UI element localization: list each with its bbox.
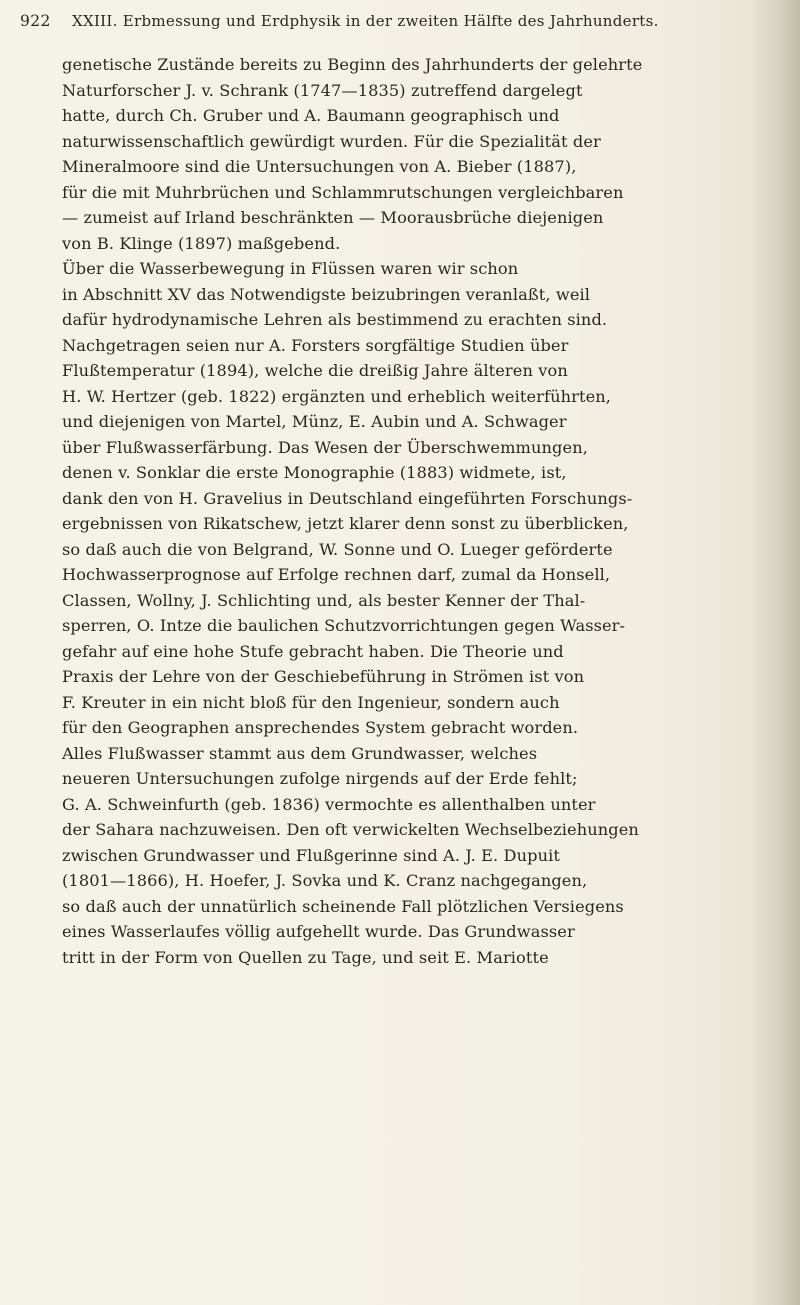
text-line: und diejenigen von Martel, Münz, E. Aubin und A. Schwager xyxy=(62,412,567,431)
text-line: der Sahara nachzuweisen. Den oft verwickelten Wechselbeziehungen xyxy=(62,820,639,839)
page-number: 922 xyxy=(20,12,51,30)
text-line: G. A. Schweinfurth (geb. 1836) vermochte es allenthalben unter xyxy=(62,794,596,814)
text-line: eines Wasserlaufes völlig aufgehellt wurde. Das Grundwasser xyxy=(62,922,575,941)
running-head xyxy=(20,12,756,42)
text-line: für die mit Muhrbrüchen und Schlammrutschungen vergleichbaren xyxy=(62,182,624,202)
text-line: neueren Untersuchungen zufolge nirgends auf der Erde fehlt; xyxy=(62,769,578,788)
text-line: naturwissenschaftlich gewürdigt wurden. Für die Spezialität der xyxy=(62,131,601,151)
text-line: für den Geographen ansprechendes System gebracht worden. xyxy=(62,718,579,737)
text-line: von B. Klinge (1897) maßgebend. xyxy=(62,233,341,253)
text-line: H. W. Hertzer (geb. 1822) ergänzten und erheblich weiterführten, xyxy=(62,386,612,406)
text-line: — zumeist auf Irland beschränkten — Moorausbrüche diejenigen xyxy=(62,208,604,227)
text-line: F. Kreuter in ein nicht bloß für den Ingenieur, sondern auch xyxy=(62,692,560,712)
text-line: genetische Zustände bereits zu Beginn des Jahrhunderts der gelehrte xyxy=(62,55,643,74)
text-line: so daß auch die von Belgrand, W. Sonne und O. Lueger geförderte xyxy=(62,539,613,559)
text-line: hatte, durch Ch. Gruber und A. Baumann geographisch und xyxy=(62,106,560,125)
text-line: Naturforscher J. v. Schrank (1747—1835) zutreffend dargelegt xyxy=(62,80,583,100)
text-line: Classen, Wollny, J. Schlichting und, als bester Kenner der Thal- xyxy=(62,590,586,610)
text-line: Mineralmoore sind die Untersuchungen von A. Bieber (1887), xyxy=(62,157,577,176)
text-line: sperren, O. Intze die baulichen Schutzvorrichtungen gegen Wasser- xyxy=(62,616,626,635)
text-line: zwischen Grundwasser und Flußgerinne sind A. J. E. Dupuit xyxy=(62,845,561,865)
text-line: denen v. Sonklar die erste Monographie (1883) widmete, ist, xyxy=(62,463,567,482)
text-line: Hochwasserprognose auf Erfolge rechnen darf, zumal da Honsell, xyxy=(62,565,611,584)
text-line: tritt in der Form von Quellen zu Tage, und seit E. Mariotte xyxy=(62,947,549,967)
running-title: XXIII. Erbmessung und Erdphysik in der zweiten Hälfte des Jahrhunderts. xyxy=(72,12,659,30)
text-line: dank den von H. Gravelius in Deutschland eingeführten Forschungs- xyxy=(62,488,633,508)
text-line: dafür hydrodynamische Lehren als bestimmend zu erachten sind. xyxy=(62,310,608,329)
text-line: (1801—1866), H. Hoefer, J. Sovka und K. Cranz nachgegangen, xyxy=(62,871,588,890)
text-line: in Abschnitt XV das Notwendigste beizubringen veranlaßt, weil xyxy=(62,284,591,304)
text-line: Flußtemperatur (1894), welche die dreißig Jahre älteren von xyxy=(62,361,568,380)
text-line: Nachgetragen seien nur A. Forsters sorgfältige Studien über xyxy=(62,335,569,355)
page-edge-shadow xyxy=(748,0,800,1305)
body-text xyxy=(62,52,750,970)
text-line: so daß auch der unnatürlich scheinende Fall plötzlichen Versiegens xyxy=(62,896,624,916)
text-line: Über die Wasserbewegung in Flüssen waren wir schon xyxy=(62,259,519,278)
text-line: ergebnissen von Rikatschew, jetzt klarer denn sonst zu überblicken, xyxy=(62,514,629,533)
text-line: Alles Flußwasser stammt aus dem Grundwasser, welches xyxy=(62,743,538,763)
text-line: über Flußwasserfärbung. Das Wesen der Überschwemmungen, xyxy=(62,437,588,457)
text-line: Praxis der Lehre von der Geschiebeführung in Strömen ist von xyxy=(62,667,585,686)
text-line: gefahr auf eine hohe Stufe gebracht haben. Die Theorie und xyxy=(62,641,564,661)
